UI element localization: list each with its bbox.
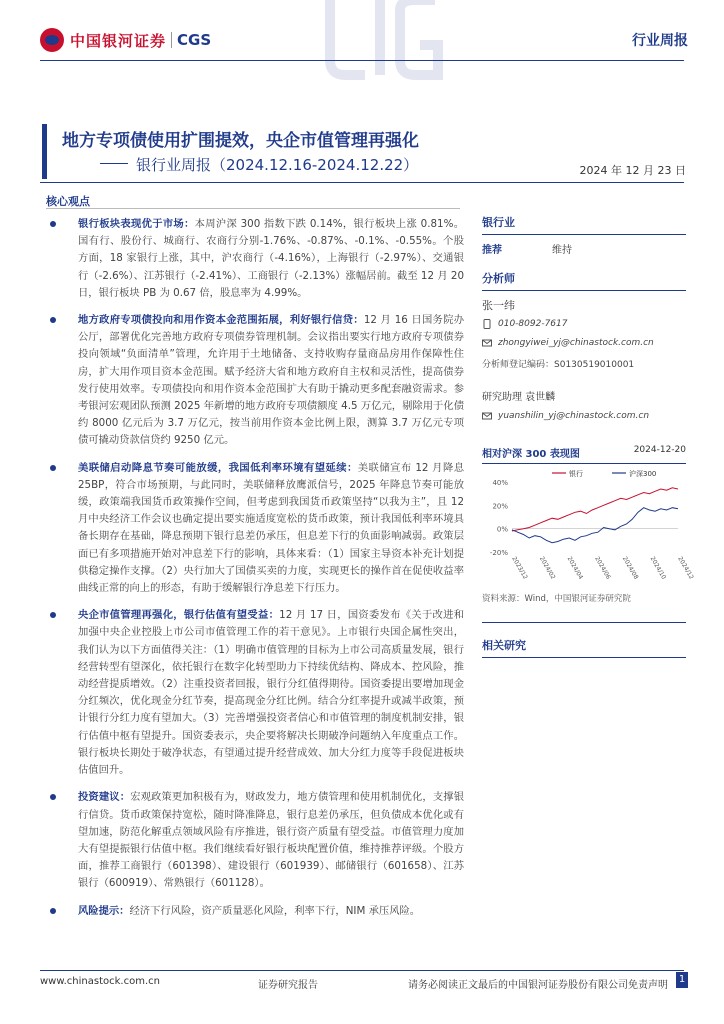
assistant-email-row (482, 411, 686, 421)
logo-cn-text: 中国银河证券 (70, 31, 167, 50)
watermark-icon (320, 0, 450, 80)
related-research-label: 相关研究 (482, 637, 686, 658)
series-line-0 (512, 488, 678, 531)
paragraph-lead: 投资建议： (78, 791, 131, 804)
bullet-icon (50, 317, 56, 323)
y-tick-label: -20% (489, 549, 508, 557)
chart-date: 2024-12-20 (633, 445, 686, 455)
phone-icon (482, 319, 492, 329)
paragraph-body: 经济下行风险，资产质量恶化风险，利率下行，NIM 承压风险。 (129, 904, 421, 917)
chart-header (482, 445, 686, 464)
bullet-icon (50, 612, 56, 618)
series-line-1 (512, 508, 678, 543)
logo-separator (171, 32, 172, 48)
paragraph-body: 12 月 17 日，国资委发布《关于改进和加强中央企业控股上市公司市值管理工作的若干意见》。上市银行央国企属性突出，我们认为以下方面值得关注：（1）明确市值管理的目标为上市公司高质量发展，银行经营转型有望深化，依托银行在数字化转型助力下持续优结构、降成本、控风险，推动经营提质增效。（2）注重投资者回报，银行分红值得期待。国资委提出要增加现金分红频次，优化现金分红节奏，提高现金分红比例。结合分红率提升或减半政策，预计银行分红力度有望加大。（3）完善增强投资者信心和市值管理的制度机制安排，银行估值中枢有望提升。国资委表示，央企要将解决长期破净问题纳入年度重点工作。银行板块长期处于破净状态，有望通过提升经营成效、加大分红力度等手段促进板块估值回升。 (78, 609, 465, 777)
paragraph-body: 本周沪深 300 指数下跌 0.14%，银行板块上涨 0.81%。国有行、股份行、城商行、农商行分别-1.76%、-0.87%、-0.1%、-0.55%。个股方面，18 家银行上涨，其中，沪农商行（-4.16%），上海银行（-2.97%）、交通银行（-2.6%）、江苏银行（-2.41%）、工商银行（-2.13%）涨幅居前。截至 12 月 20 日，银行板块 PB 为 0.67 倍，股息率为 4.99%。 (78, 218, 464, 299)
report-type: 行业周报 (632, 33, 688, 49)
paragraph-body: 美联储宣布 12 月降息 25BP，符合市场预期，与此同时，美联储释放鹰派信号，2025 年降息节奏可能放缓，政策端我国货币政策操作空间，但考虑到我国货币政策坚持“以我为主”，且 12 月中央经济工作会议也确定提出要实施适度宽松的货币政策，预计我国低利率环境具备长期存在基础，降息预期下银行息差仍承压，但息差下行的负面影响减弱。政策层面已有多项措施开始对冲息差下行的影响，具体来看：（1）国家主导资本补充计划提供稳定操作支撑。（2）央行加大了国债买卖的力度，实现更长的操作首在促使收益率曲线正常的向上的形态，有助于缓解银行净息差下行压力。 (78, 461, 464, 595)
paragraph-lead: 地方政府专项债投向和用作资本金范围拓展，利好银行信贷： (78, 314, 364, 327)
report-header (0, 0, 724, 80)
subtitle-dash (100, 163, 128, 164)
email-icon (482, 338, 492, 348)
paragraph-body: 12 月 16 日国务院办公厅，部署优化完善地方政府专项债券管理机制。会议指出要实行地方政府专项债券投向领域“负面清单”管理，允许用于土地储备、支持收购存量商品房用作保障性住房，扩大用作项目资本金范围。赋予经济大省和地方政府自主权和灵活性，提高债券发行使用效率。专项债投向和用作资本金范围扩大有助于撬动更多配套融资需求。参考银河宏观团队预测 2025 年新增的地方政府专项债额度 4.5 万亿元，剔除用于化债约 8000 亿元后为 3.7 万亿元，按当前用作资本金比例上限，测算 3.7 万亿元专项债可撬动贷款信贷约 9250 亿元。 (78, 314, 465, 447)
email-row (482, 338, 686, 348)
x-tick-label: 2024/02 (537, 555, 557, 581)
bullet-icon (50, 221, 56, 227)
y-tick-label: 40% (492, 479, 508, 487)
performance-chart (482, 464, 695, 584)
main-content (50, 216, 464, 930)
footer-divider (40, 970, 684, 971)
cert-number: 分析师登记编码：S0130519010001 (482, 360, 635, 370)
footer-mid: 证券研究报告 (258, 980, 318, 991)
viewpoint-paragraph (50, 789, 464, 892)
x-tick-label: 2024/12 (676, 555, 695, 581)
viewpoint-paragraph (50, 460, 464, 598)
rating-value: 维持 (552, 245, 572, 256)
paragraph-lead: 美联储启动降息节奏可能放缓，我国低利率环境有望延续： (78, 461, 358, 474)
paragraph-lead: 银行板块表现优于市场： (78, 218, 195, 230)
y-tick-label: 20% (492, 502, 508, 511)
email-address[interactable]: zhongyiwei_yj@chinastock.com.cn (498, 338, 654, 348)
analyst-label: 分析师 (482, 270, 686, 291)
paragraph-lead: 风险提示： (78, 904, 130, 917)
report-subtitle: 银行业周报（2024.12.16-2024.12.22） (136, 156, 419, 174)
viewpoint-paragraph (50, 903, 464, 920)
phone-row (482, 319, 686, 329)
x-tick-label: 2023/12 (510, 555, 529, 581)
bullet-icon (50, 465, 56, 471)
report-title: 地方专项债使用扩围提效，央企市值管理再强化 (62, 131, 419, 151)
chart-source: 资料来源：Wind，中国银河证券研究院 (482, 592, 686, 623)
viewpoint-paragraph (50, 216, 464, 302)
paragraph-lead: 央企市值管理再强化，银行估值有望受益： (78, 609, 280, 622)
title-divider (40, 182, 684, 183)
logo-mark-icon (40, 28, 64, 52)
rating-key: 推荐 (482, 245, 502, 256)
logo-en-text: CGS (177, 31, 212, 49)
legend-label: 银行 (569, 470, 583, 478)
x-tick-label: 2024/04 (565, 555, 585, 581)
viewpoint-paragraph (50, 607, 464, 779)
paragraph-body: 宏观政策更加积极有为，财政发力，地方债管理和使用机制优化，支撑银行信贷。货币政策保持宽松，随时降准降息，银行息差仍承压，但负债成本优化或有望加速，防范化解重点领域风险有序推进，银行资产质量有望受益。市值管理力度加大有望提振银行估值中枢。我们继续看好银行板块配置价值，维持推荐评级。个股方面，推荐工商银行（601398）、建设银行（601939）、邮储银行（601658）、江苏银行（600919）、常熟银行（601128）。 (78, 791, 465, 890)
x-tick-label: 2024/10 (648, 555, 668, 581)
assistant-name: 研究助理 袁世麟 (482, 392, 556, 403)
bullet-icon (50, 908, 56, 914)
analyst-name: 张一纬 (482, 299, 515, 312)
footer-url[interactable]: www.chinastock.com.cn (40, 976, 160, 987)
x-tick-label: 2024/08 (620, 555, 640, 581)
report-date: 2024 年 12 月 23 日 (579, 164, 686, 177)
core-label: 核心观点 (46, 195, 90, 208)
x-tick-label: 2024/06 (593, 555, 612, 581)
email-icon (482, 411, 492, 421)
y-tick-label: 0% (496, 525, 508, 534)
sidebar (482, 214, 695, 658)
industry-label: 银行业 (482, 214, 686, 235)
bullet-icon (50, 794, 56, 800)
title-accent-bar (42, 124, 47, 179)
page-number: 1 (676, 972, 688, 988)
header-divider (40, 60, 684, 61)
viewpoint-paragraph (50, 312, 464, 450)
legend-label: 沪深300 (629, 470, 657, 478)
rating-row (482, 241, 686, 256)
chart-title: 相对沪深 300 表现图 (482, 449, 580, 460)
core-divider (46, 208, 460, 209)
assistant-email[interactable]: yuanshilin_yj@chinastock.com.cn (498, 411, 650, 421)
company-logo (40, 28, 211, 52)
cert-row (482, 357, 686, 370)
phone-number: 010-8092-7617 (498, 319, 568, 329)
footer-disclaimer: 请务必阅读正文最后的中国银河证券股份有限公司免责声明 (408, 980, 668, 991)
